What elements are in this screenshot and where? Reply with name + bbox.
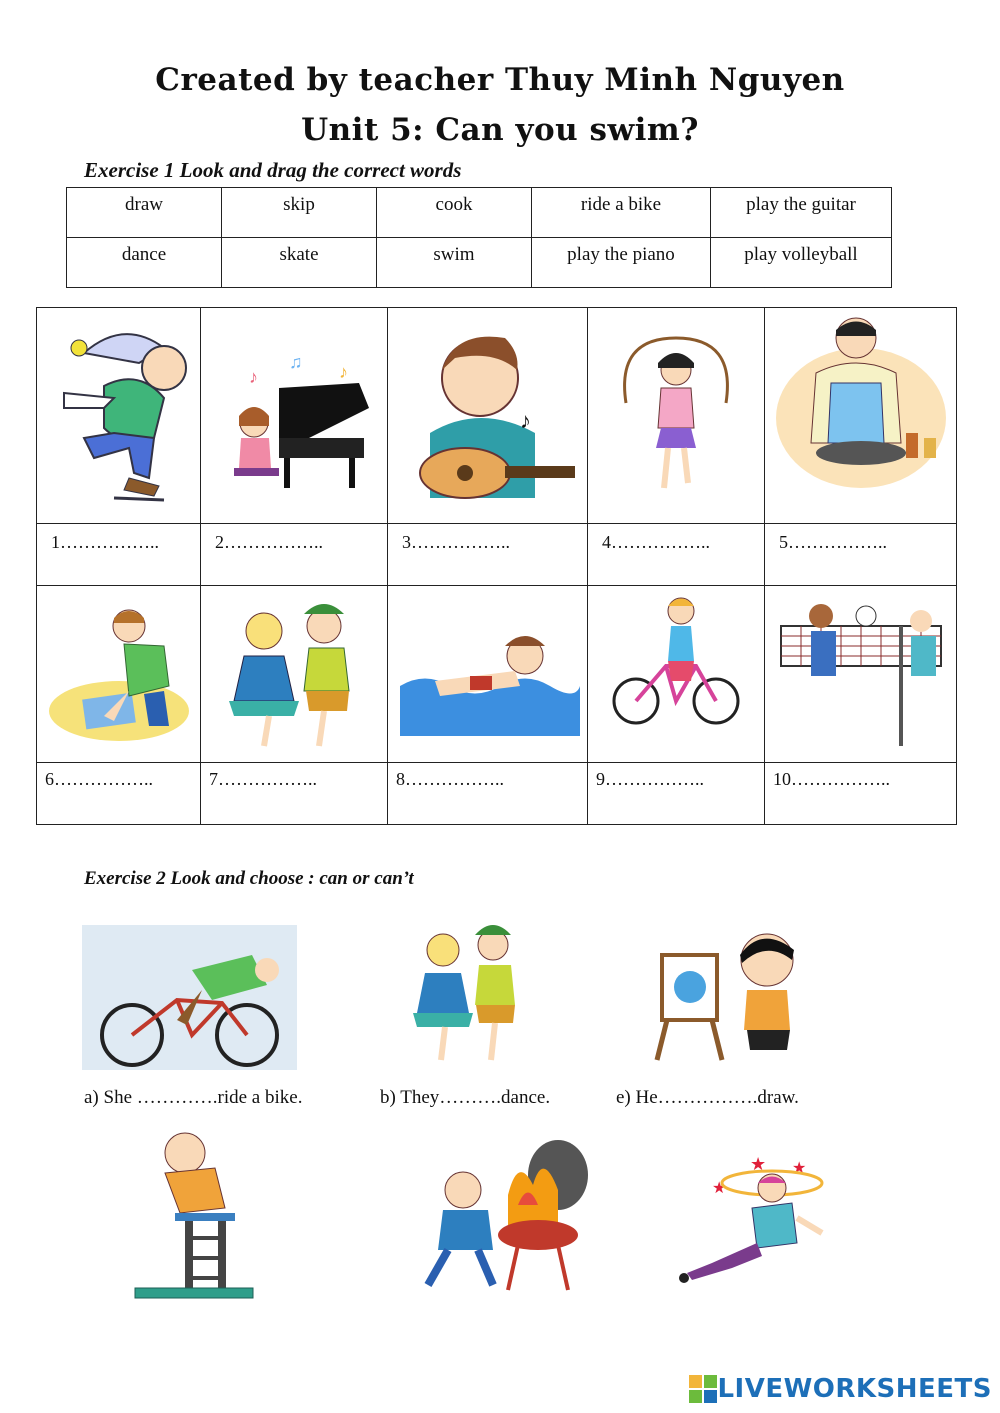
cooking-man-picture [776,308,946,513]
liveworksheets-logo [689,1374,992,1404]
word-row-1 [67,188,892,238]
dancing-kids-picture [209,586,379,756]
blank-7[interactable]: 7…………….. [201,763,388,825]
svg-text:♪: ♪ [520,408,531,433]
swimming-boy-picture [395,586,580,756]
word-play-the-guitar[interactable]: play the guitar [711,188,892,238]
picture-skating [37,308,201,524]
svg-text:★: ★ [750,1154,767,1175]
cycling-girl-picture [596,586,756,756]
sentence-b[interactable]: b) They……….dance. [380,1087,551,1108]
scared-boy-on-ladder-picture [130,1128,255,1300]
picture-grid [36,307,957,825]
blank-8[interactable]: 8…………….. [388,763,588,825]
word-skip[interactable]: skip [222,188,377,238]
blank-10[interactable]: 10…………….. [765,763,957,825]
blank-4[interactable]: 4…………….. [588,524,765,586]
exercise1-heading: Exercise 1 Look and drag the correct words [84,158,462,182]
burnt-cook-picture [408,1135,593,1300]
creator-line: Created by teacher Thuy Minh Nguyen [155,62,845,98]
picture-dancing [201,586,388,763]
drawing-boy-picture [44,586,194,756]
picture-drawing [37,586,201,763]
svg-text:★: ★ [712,1178,727,1197]
liveworksheets-brand-text: LIVEWORKSHEETS [717,1374,992,1404]
word-play-volleyball[interactable]: play volleyball [711,238,892,288]
blank-1[interactable]: 1…………….. [37,524,201,586]
word-cook[interactable]: cook [377,188,532,238]
svg-text:♪: ♪ [339,362,348,382]
picture-skipping [588,308,765,524]
svg-text:♫: ♫ [289,352,303,372]
blank-6[interactable]: 6…………….. [37,763,201,825]
guitar-boy-picture [395,308,580,513]
picture-piano [201,308,388,524]
skipping-girl-picture [596,308,756,513]
svg-text:♪: ♪ [249,367,258,387]
skating-boy-picture [44,308,194,513]
word-bank [66,187,892,288]
exercise2-heading: Exercise 2 Look and choose : can or can’t [84,868,414,889]
picture-volleyball [765,586,957,763]
word-draw[interactable]: draw [67,188,222,238]
dancing-kids-picture-2 [403,915,533,1070]
piano-girl-picture [209,308,379,513]
svg-text:★: ★ [792,1158,807,1177]
volleyball-picture [771,586,951,756]
liveworksheets-logo-icon [689,1375,717,1403]
blank-5[interactable]: 5…………….. [765,524,957,586]
picture-swimming [388,586,588,763]
blank-9[interactable]: 9…………….. [588,763,765,825]
word-dance[interactable]: dance [67,238,222,288]
word-row-2 [67,238,892,288]
picture-guitar [388,308,588,524]
word-play-the-piano[interactable]: play the piano [532,238,711,288]
fallen-skater-picture [672,1148,832,1288]
sentence-e[interactable]: e) He…………….draw. [616,1087,799,1108]
sentence-a[interactable]: a) She ………….ride a bike. [84,1087,303,1108]
unit-title: Unit 5: Can you swim? [301,112,699,148]
word-swim[interactable]: swim [377,238,532,288]
blank-3[interactable]: 3…………….. [388,524,588,586]
picture-cycling [588,586,765,763]
word-skate[interactable]: skate [222,238,377,288]
falling-bike-picture [82,925,297,1070]
painting-boy-picture [652,925,802,1065]
blank-2[interactable]: 2…………….. [201,524,388,586]
word-ride-a-bike[interactable]: ride a bike [532,188,711,238]
picture-cooking [765,308,957,524]
